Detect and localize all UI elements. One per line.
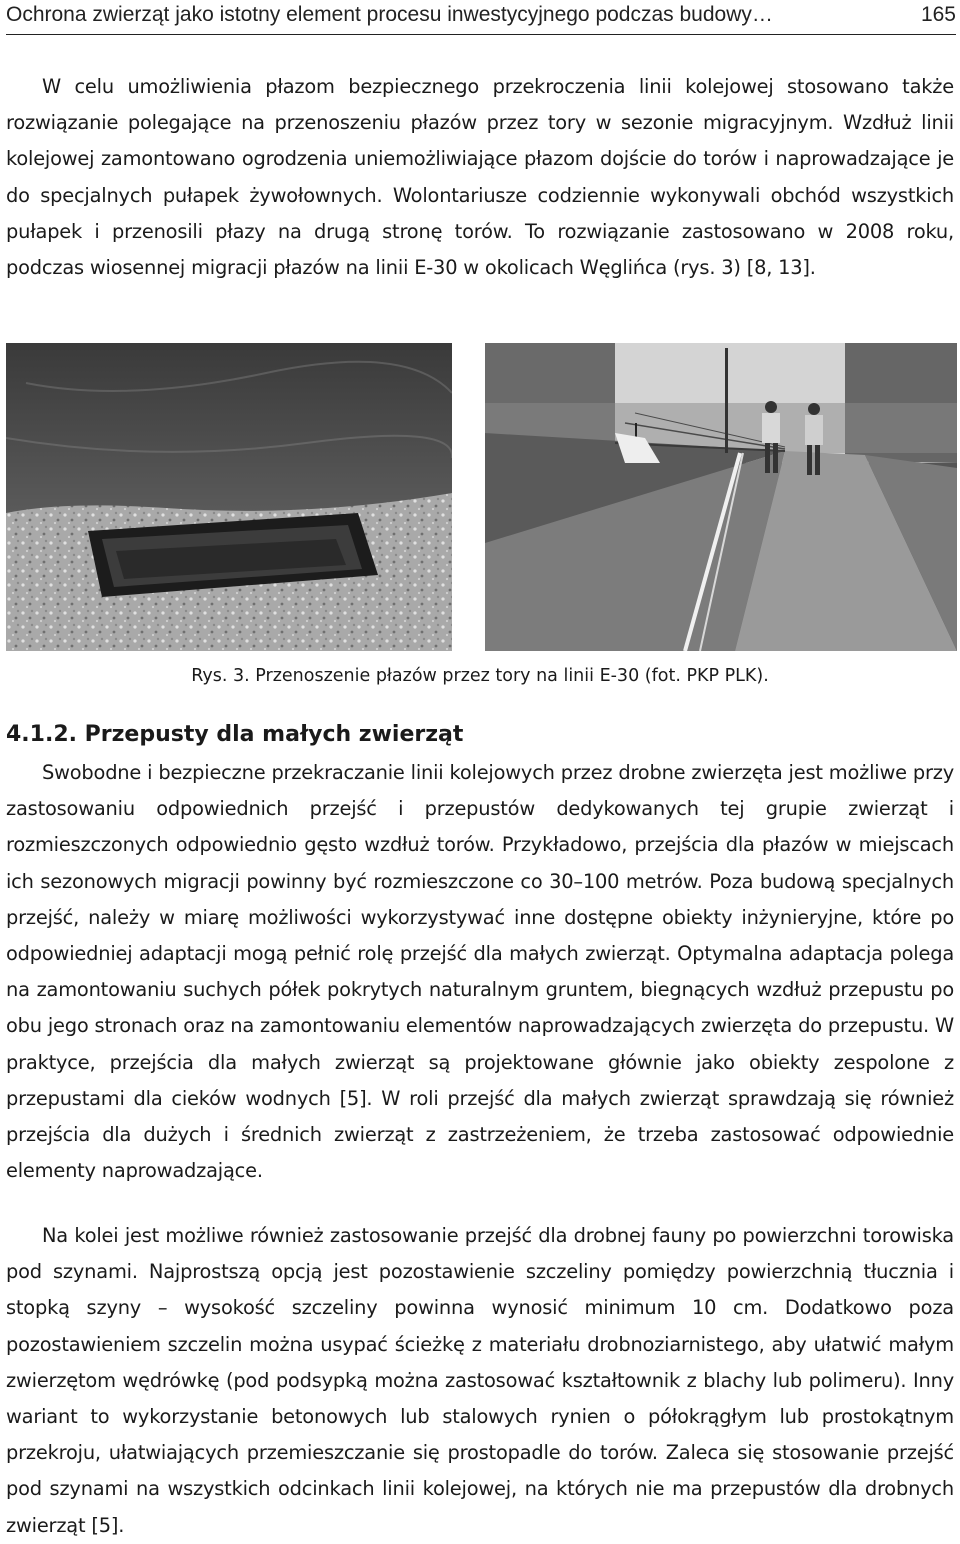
- running-head: [6, 0, 956, 35]
- intro-paragraph-text: W celu umożliwienia płazom bezpiecznego przekroczenia linii kolejowej stosowano także rozwiązanie polegające na przenoszeniu płazów przez tory w sezonie migracyjnym. Wzdłuż linii kolejowej zamontowano ogrodzenia uniemożliwiające płazom dojście do torów i naprowadzające je do specjalnych pułapek żywołownych. Wolontariusze codziennie wykonywali obchód wszystkich pułapek i przenosili płazy na drugą stronę torów. To rozwiązanie zastosowano w 2008 roku, podczas wiosennej migracji płazów na linii E-30 w okolicach Węglińca (rys. 3) [8, 13].: [6, 75, 954, 280]
- figure-caption: [0, 664, 960, 688]
- section-heading: 4.1.2. Przepusty dla małych zwierząt: [6, 722, 464, 747]
- intro-paragraph: [6, 69, 954, 286]
- trap-bucket-image: [6, 343, 452, 651]
- railway-fence-image: [485, 343, 957, 651]
- page-number: 165: [920, 3, 956, 26]
- section-paragraph-2: [6, 1218, 954, 1544]
- figure-caption-text: Rys. 3. Przenoszenie płazów przez tory na linii E-30 (fot. PKP PLK).: [191, 666, 769, 686]
- photo-trap-bucket: [6, 343, 452, 651]
- section-paragraph-2-text: Na kolei jest możliwe również zastosowanie przejść dla drobnej fauny po powierzchni torowiska pod szynami. Najprostszą opcją jest pozostawienie szczeliny pomiędzy powierzchnią tłucznia i stopką szyny – wysokość szczeliny powinna wynosić minimum 10 cm. Dodatkowo poza pozostawieniem szczelin można usypać ścieżkę z materiału drobnoziarnistego, aby ułatwić małym zwierzętom wędrówkę (pod podsypką można zastosować kształtownik z blachy lub polimeru). Inny wariant to wykorzystanie betonowych lub stalowych rynien o półokrągłym lub prostokątnym przekroju, ułatwiających przemieszczanie się prostopadle do torów. Zaleca się stosowanie przejść pod szynami na wszystkich odcinkach linii kolejowej, na których nie ma przepustów dla drobnych zwierząt [5].: [6, 1224, 954, 1537]
- section-paragraph-1-text: Swobodne i bezpieczne przekraczanie linii kolejowych przez drobne zwierzęta jest możliwe przy zastosowaniu odpowiednich przejść i przepustów dedykowanych tej grupie zwierząt i rozmieszczonych odpowiednio gęsto wzdłuż torów. Przykładowo, przejścia dla płazów w miejscach ich sezonowych migracji powinny być rozmieszczone co 30–100 metrów. Poza budową specjalnych przejść, należy w miarę możliwości wykorzystywać inne dostępne obiekty inżynieryjne, które po odpowiedniej adaptacji mogą pełnić rolę przejść dla małych zwierząt. Optymalna adaptacja polega na zamontowaniu suchych półek pokrytych naturalnym gruntem, biegnących wzdłuż przepustu po obu jego stronach oraz na zamontowaniu elementów naprowadzających zwierzęta do przepustu. W praktyce, przejścia dla małych zwierząt są projektowane głównie jako obiekty zespolone z przepustami dla cieków wodnych [5]. W roli przejść dla małych zwierząt sprawdzają się również przejścia dla dużych i średnich zwierząt z zastrzeżeniem, że trzeba zastosować odpowiednie elementy naprowadzające.: [6, 761, 954, 1183]
- running-head-title: Ochrona zwierząt jako istotny element procesu inwestycyjnego podczas budowy…: [6, 3, 773, 26]
- photo-railway-fence: [485, 343, 957, 651]
- section-paragraph-1: [6, 755, 954, 1189]
